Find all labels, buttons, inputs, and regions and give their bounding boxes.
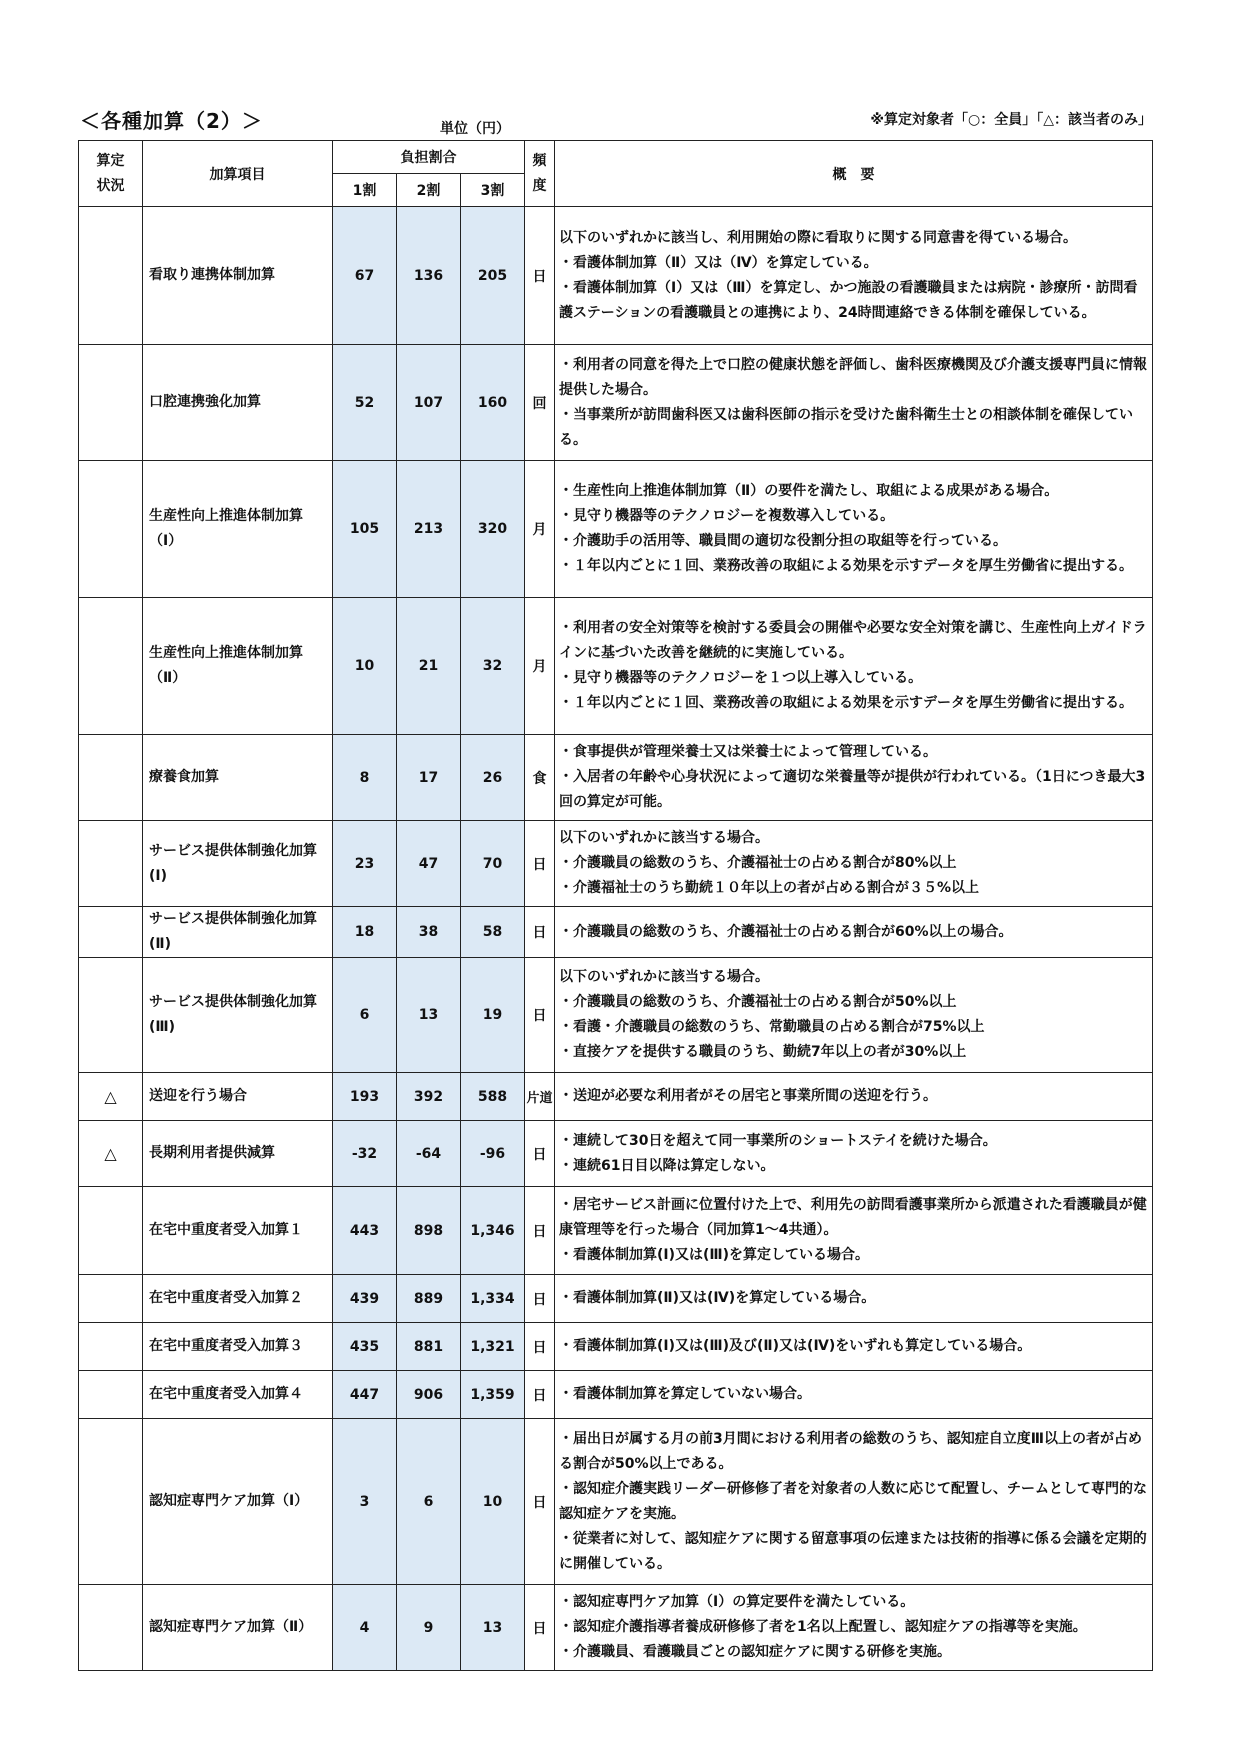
- table-row: [79, 735, 1153, 821]
- legend-note: ※算定対象者「○：全員」「△：該当者のみ」: [870, 112, 1152, 128]
- item-name-cell: 在宅中重度者受入加算２: [143, 1275, 333, 1323]
- share-1-cell: 105: [333, 461, 397, 598]
- share-1-cell: 4: [333, 1585, 397, 1671]
- additions-table: [78, 140, 1153, 1671]
- page-title: ＜各種加算（2）＞: [80, 109, 263, 133]
- share-2-cell: 13: [397, 958, 461, 1073]
- frequency-cell: 日: [525, 1419, 555, 1585]
- summary-line: ・認知症専門ケア加算（Ⅰ）の算定要件を満たしている。: [559, 1594, 915, 1610]
- summary-line: ・当事業所が訪問歯科医又は歯科医師の指示を受けた歯科衛生士との相談体制を確保している。: [559, 406, 1133, 448]
- status-cell: [79, 1323, 143, 1371]
- summary-cell: [555, 821, 1153, 907]
- frequency-cell: 日: [525, 821, 555, 907]
- item-name-cell: 療養食加算: [143, 735, 333, 821]
- share-2-cell: 6: [397, 1419, 461, 1585]
- table-row: [79, 598, 1153, 735]
- summary-line: ・直接ケアを提供する職員のうち、勤続7年以上の者が30%以上: [559, 1044, 967, 1060]
- table-row: [79, 1419, 1153, 1585]
- header-summary: 概 要: [555, 141, 1153, 207]
- summary-cell: [555, 1371, 1153, 1419]
- status-cell: [79, 598, 143, 735]
- item-name-cell: 送迎を行う場合: [143, 1073, 333, 1121]
- summary-line: ・介護福祉士のうち勤続１０年以上の者が占める割合が３５%以上: [559, 880, 980, 896]
- share-1-cell: 67: [333, 207, 397, 345]
- frequency-cell: 日: [525, 1275, 555, 1323]
- summary-line: ・利用者の同意を得た上で口腔の健康状態を評価し、歯科医療機関及び介護支援専門員に情報提供した場合。: [559, 356, 1147, 398]
- share-1-cell: 193: [333, 1073, 397, 1121]
- table-row: [79, 461, 1153, 598]
- table-row: [79, 207, 1153, 345]
- summary-line: ・見守り機器等のテクノロジーを複数導入している。: [559, 508, 895, 524]
- item-name-cell: 生産性向上推進体制加算（Ⅱ）: [143, 598, 333, 735]
- item-name-cell: 在宅中重度者受入加算４: [143, 1371, 333, 1419]
- summary-cell: [555, 345, 1153, 461]
- header-share-2: 2割: [397, 174, 461, 207]
- item-name-cell: サービス提供体制強化加算(Ⅰ): [143, 821, 333, 907]
- summary-cell: [555, 1121, 1153, 1187]
- summary-line: ・看護・介護職員の総数のうち、常勤職員の占める割合が75%以上: [559, 1019, 985, 1035]
- share-2-cell: 213: [397, 461, 461, 598]
- status-cell: △: [79, 1073, 143, 1121]
- summary-cell: [555, 907, 1153, 958]
- summary-line: ・介護職員の総数のうち、介護福祉士の占める割合が60%以上の場合。: [559, 923, 1013, 940]
- status-cell: [79, 345, 143, 461]
- summary-line: 以下のいずれかに該当する場合。: [559, 969, 769, 985]
- frequency-cell: 片道: [525, 1073, 555, 1121]
- item-name-cell: 在宅中重度者受入加算３: [143, 1323, 333, 1371]
- summary-line: ・１年以内ごとに１回、業務改善の取組による効果を示すデータを厚生労働省に提出する。: [559, 695, 1133, 711]
- share-2-cell: 107: [397, 345, 461, 461]
- share-3-cell: 32: [461, 598, 525, 735]
- table-row: [79, 1073, 1153, 1121]
- share-1-cell: 10: [333, 598, 397, 735]
- table-body: [79, 207, 1153, 1671]
- summary-line: ・利用者の安全対策等を検討する委員会の開催や必要な安全対策を講じ、生産性向上ガイドラインに基づいた改善を継続的に実施している。: [559, 620, 1147, 661]
- header-item: 加算項目: [143, 141, 333, 207]
- status-cell: [79, 1419, 143, 1585]
- summary-line: ・連続61日目以降は算定しない。: [559, 1157, 775, 1174]
- share-1-cell: 443: [333, 1187, 397, 1275]
- share-3-cell: 1,346: [461, 1187, 525, 1275]
- share-2-cell: 136: [397, 207, 461, 345]
- table-row: [79, 821, 1153, 907]
- share-3-cell: 205: [461, 207, 525, 345]
- item-name-cell: 口腔連携強化加算: [143, 345, 333, 461]
- summary-line: ・食事提供が管理栄養士又は栄養士によって管理している。: [559, 744, 937, 760]
- summary-line: ・介護職員の総数のうち、介護福祉士の占める割合が80%以上: [559, 855, 957, 871]
- item-name-cell: サービス提供体制強化加算(Ⅱ): [143, 907, 333, 958]
- table-row: [79, 958, 1153, 1073]
- share-1-cell: 435: [333, 1323, 397, 1371]
- unit-label: 単位（円）: [440, 121, 510, 137]
- status-cell: △: [79, 1121, 143, 1187]
- item-name-cell: 認知症専門ケア加算（Ⅱ）: [143, 1585, 333, 1671]
- share-2-cell: 9: [397, 1585, 461, 1671]
- share-1-cell: 52: [333, 345, 397, 461]
- share-1-cell: -32: [333, 1121, 397, 1187]
- summary-line: ・連続して30日を超えて同一事業所のショートステイを続けた場合。: [559, 1132, 997, 1149]
- summary-line: ・看護体制加算（Ⅱ）又は（Ⅳ）を算定している。: [559, 254, 878, 271]
- summary-cell: [555, 207, 1153, 345]
- header-status: 算定状況: [79, 141, 143, 207]
- table-row: [79, 1323, 1153, 1371]
- summary-line: ・介護職員の総数のうち、介護福祉士の占める割合が50%以上: [559, 994, 957, 1010]
- summary-line: ・看護体制加算(Ⅰ)又は(Ⅲ)及び(Ⅱ)又は(Ⅳ)をいずれも算定している場合。: [559, 1338, 1032, 1354]
- share-1-cell: 3: [333, 1419, 397, 1585]
- table-row: [79, 345, 1153, 461]
- frequency-cell: 日: [525, 907, 555, 958]
- summary-line: ・送迎が必要な利用者がその居宅と事業所間の送迎を行う。: [559, 1088, 937, 1104]
- share-2-cell: 392: [397, 1073, 461, 1121]
- summary-cell: [555, 1073, 1153, 1121]
- item-name-cell: 長期利用者提供減算: [143, 1121, 333, 1187]
- share-3-cell: -96: [461, 1121, 525, 1187]
- share-1-cell: 8: [333, 735, 397, 821]
- summary-line: ・居宅サービス計画に位置付けた上で、利用先の訪問看護事業所から派遣された看護職員が健康管理等を行った場合（同加算1～4共通）。: [559, 1197, 1147, 1238]
- share-2-cell: 881: [397, 1323, 461, 1371]
- summary-cell: [555, 1275, 1153, 1323]
- header-share: 負担割合: [333, 141, 525, 174]
- summary-cell: [555, 1585, 1153, 1671]
- status-cell: [79, 958, 143, 1073]
- frequency-cell: 日: [525, 1121, 555, 1187]
- share-1-cell: 439: [333, 1275, 397, 1323]
- summary-line: ・看護体制加算（Ⅰ）又は（Ⅲ）を算定し、かつ施設の看護職員または病院・診療所・訪問看護ステーションの看護職員との連携により、24時間連絡できる体制を確保している。: [559, 279, 1138, 321]
- frequency-cell: 日: [525, 1371, 555, 1419]
- summary-line: 以下のいずれかに該当する場合。: [559, 830, 769, 846]
- share-3-cell: 10: [461, 1419, 525, 1585]
- summary-cell: [555, 461, 1153, 598]
- summary-cell: [555, 1323, 1153, 1371]
- status-cell: [79, 1187, 143, 1275]
- share-2-cell: 898: [397, 1187, 461, 1275]
- share-2-cell: -64: [397, 1121, 461, 1187]
- share-3-cell: 160: [461, 345, 525, 461]
- status-cell: [79, 821, 143, 907]
- share-3-cell: 1,359: [461, 1371, 525, 1419]
- summary-cell: [555, 598, 1153, 735]
- summary-cell: [555, 1419, 1153, 1585]
- summary-line: 以下のいずれかに該当し、利用開始の際に看取りに関する同意書を得ている場合。: [559, 229, 1077, 246]
- share-3-cell: 26: [461, 735, 525, 821]
- table-row: [79, 1275, 1153, 1323]
- summary-line: ・看護体制加算を算定していない場合。: [559, 1386, 811, 1402]
- frequency-cell: 食: [525, 735, 555, 821]
- item-name-cell: 在宅中重度者受入加算１: [143, 1187, 333, 1275]
- summary-cell: [555, 1187, 1153, 1275]
- share-1-cell: 18: [333, 907, 397, 958]
- share-1-cell: 6: [333, 958, 397, 1073]
- summary-line: ・看護体制加算(Ⅰ)又は(Ⅲ)を算定している場合。: [559, 1247, 870, 1263]
- status-cell: [79, 907, 143, 958]
- summary-line: ・届出日が属する月の前3月間における利用者の総数のうち、認知症自立度Ⅲ以上の者が占める割合が50%以上である。: [559, 1430, 1142, 1472]
- status-cell: [79, 207, 143, 345]
- share-2-cell: 21: [397, 598, 461, 735]
- frequency-cell: 日: [525, 1585, 555, 1671]
- header-frequency: 頻度: [525, 141, 555, 207]
- table-row: [79, 1121, 1153, 1187]
- summary-line: ・介護助手の活用等、職員間の適切な役割分担の取組等を行っている。: [559, 533, 1007, 549]
- share-3-cell: 1,334: [461, 1275, 525, 1323]
- share-2-cell: 47: [397, 821, 461, 907]
- summary-cell: [555, 735, 1153, 821]
- summary-cell: [555, 958, 1153, 1073]
- share-3-cell: 58: [461, 907, 525, 958]
- item-name-cell: 認知症専門ケア加算（Ⅰ）: [143, 1419, 333, 1585]
- share-3-cell: 320: [461, 461, 525, 598]
- summary-line: ・看護体制加算(Ⅱ)又は(Ⅳ)を算定している場合。: [559, 1290, 876, 1306]
- frequency-cell: 回: [525, 345, 555, 461]
- summary-line: ・入居者の年齢や心身状況によって適切な栄養量等が提供が行われている。（1日につき最大3回の算定が可能。: [559, 769, 1146, 810]
- header-share-1: 1割: [333, 174, 397, 207]
- share-3-cell: 1,321: [461, 1323, 525, 1371]
- share-2-cell: 889: [397, 1275, 461, 1323]
- summary-line: ・介護職員、看護職員ごとの認知症ケアに関する研修を実施。: [559, 1644, 951, 1660]
- frequency-cell: 日: [525, 207, 555, 345]
- share-3-cell: 13: [461, 1585, 525, 1671]
- frequency-cell: 日: [525, 1187, 555, 1275]
- status-cell: [79, 1585, 143, 1671]
- summary-line: ・生産性向上推進体制加算（Ⅱ）の要件を満たし、取組による成果がある場合。: [559, 483, 1059, 499]
- summary-line: ・認知症介護実践リーダー研修修了者を対象者の人数に応じて配置し、チームとして専門的な認知症ケアを実施。: [559, 1480, 1147, 1522]
- share-3-cell: 588: [461, 1073, 525, 1121]
- share-1-cell: 447: [333, 1371, 397, 1419]
- share-3-cell: 70: [461, 821, 525, 907]
- status-cell: [79, 735, 143, 821]
- item-name-cell: 生産性向上推進体制加算（Ⅰ）: [143, 461, 333, 598]
- table-row: [79, 907, 1153, 958]
- table-row: [79, 1187, 1153, 1275]
- share-2-cell: 17: [397, 735, 461, 821]
- status-cell: [79, 1371, 143, 1419]
- status-cell: [79, 461, 143, 598]
- share-3-cell: 19: [461, 958, 525, 1073]
- item-name-cell: 看取り連携体制加算: [143, 207, 333, 345]
- summary-line: ・１年以内ごとに１回、業務改善の取組による効果を示すデータを厚生労働省に提出する。: [559, 558, 1133, 574]
- frequency-cell: 日: [525, 958, 555, 1073]
- frequency-cell: 日: [525, 1323, 555, 1371]
- table-row: [79, 1585, 1153, 1671]
- summary-line: ・認知症介護指導者養成研修修了者を1名以上配置し、認知症ケアの指導等を実施。: [559, 1619, 1087, 1635]
- share-1-cell: 23: [333, 821, 397, 907]
- share-2-cell: 38: [397, 907, 461, 958]
- share-2-cell: 906: [397, 1371, 461, 1419]
- header-share-3: 3割: [461, 174, 525, 207]
- item-name-cell: サービス提供体制強化加算(Ⅲ): [143, 958, 333, 1073]
- status-cell: [79, 1275, 143, 1323]
- frequency-cell: 月: [525, 598, 555, 735]
- summary-line: ・見守り機器等のテクノロジーを１つ以上導入している。: [559, 670, 923, 686]
- table-row: [79, 1371, 1153, 1419]
- summary-line: ・従業者に対して、認知症ケアに関する留意事項の伝達または技術的指導に係る会議を定期的に開催している。: [559, 1530, 1147, 1572]
- frequency-cell: 月: [525, 461, 555, 598]
